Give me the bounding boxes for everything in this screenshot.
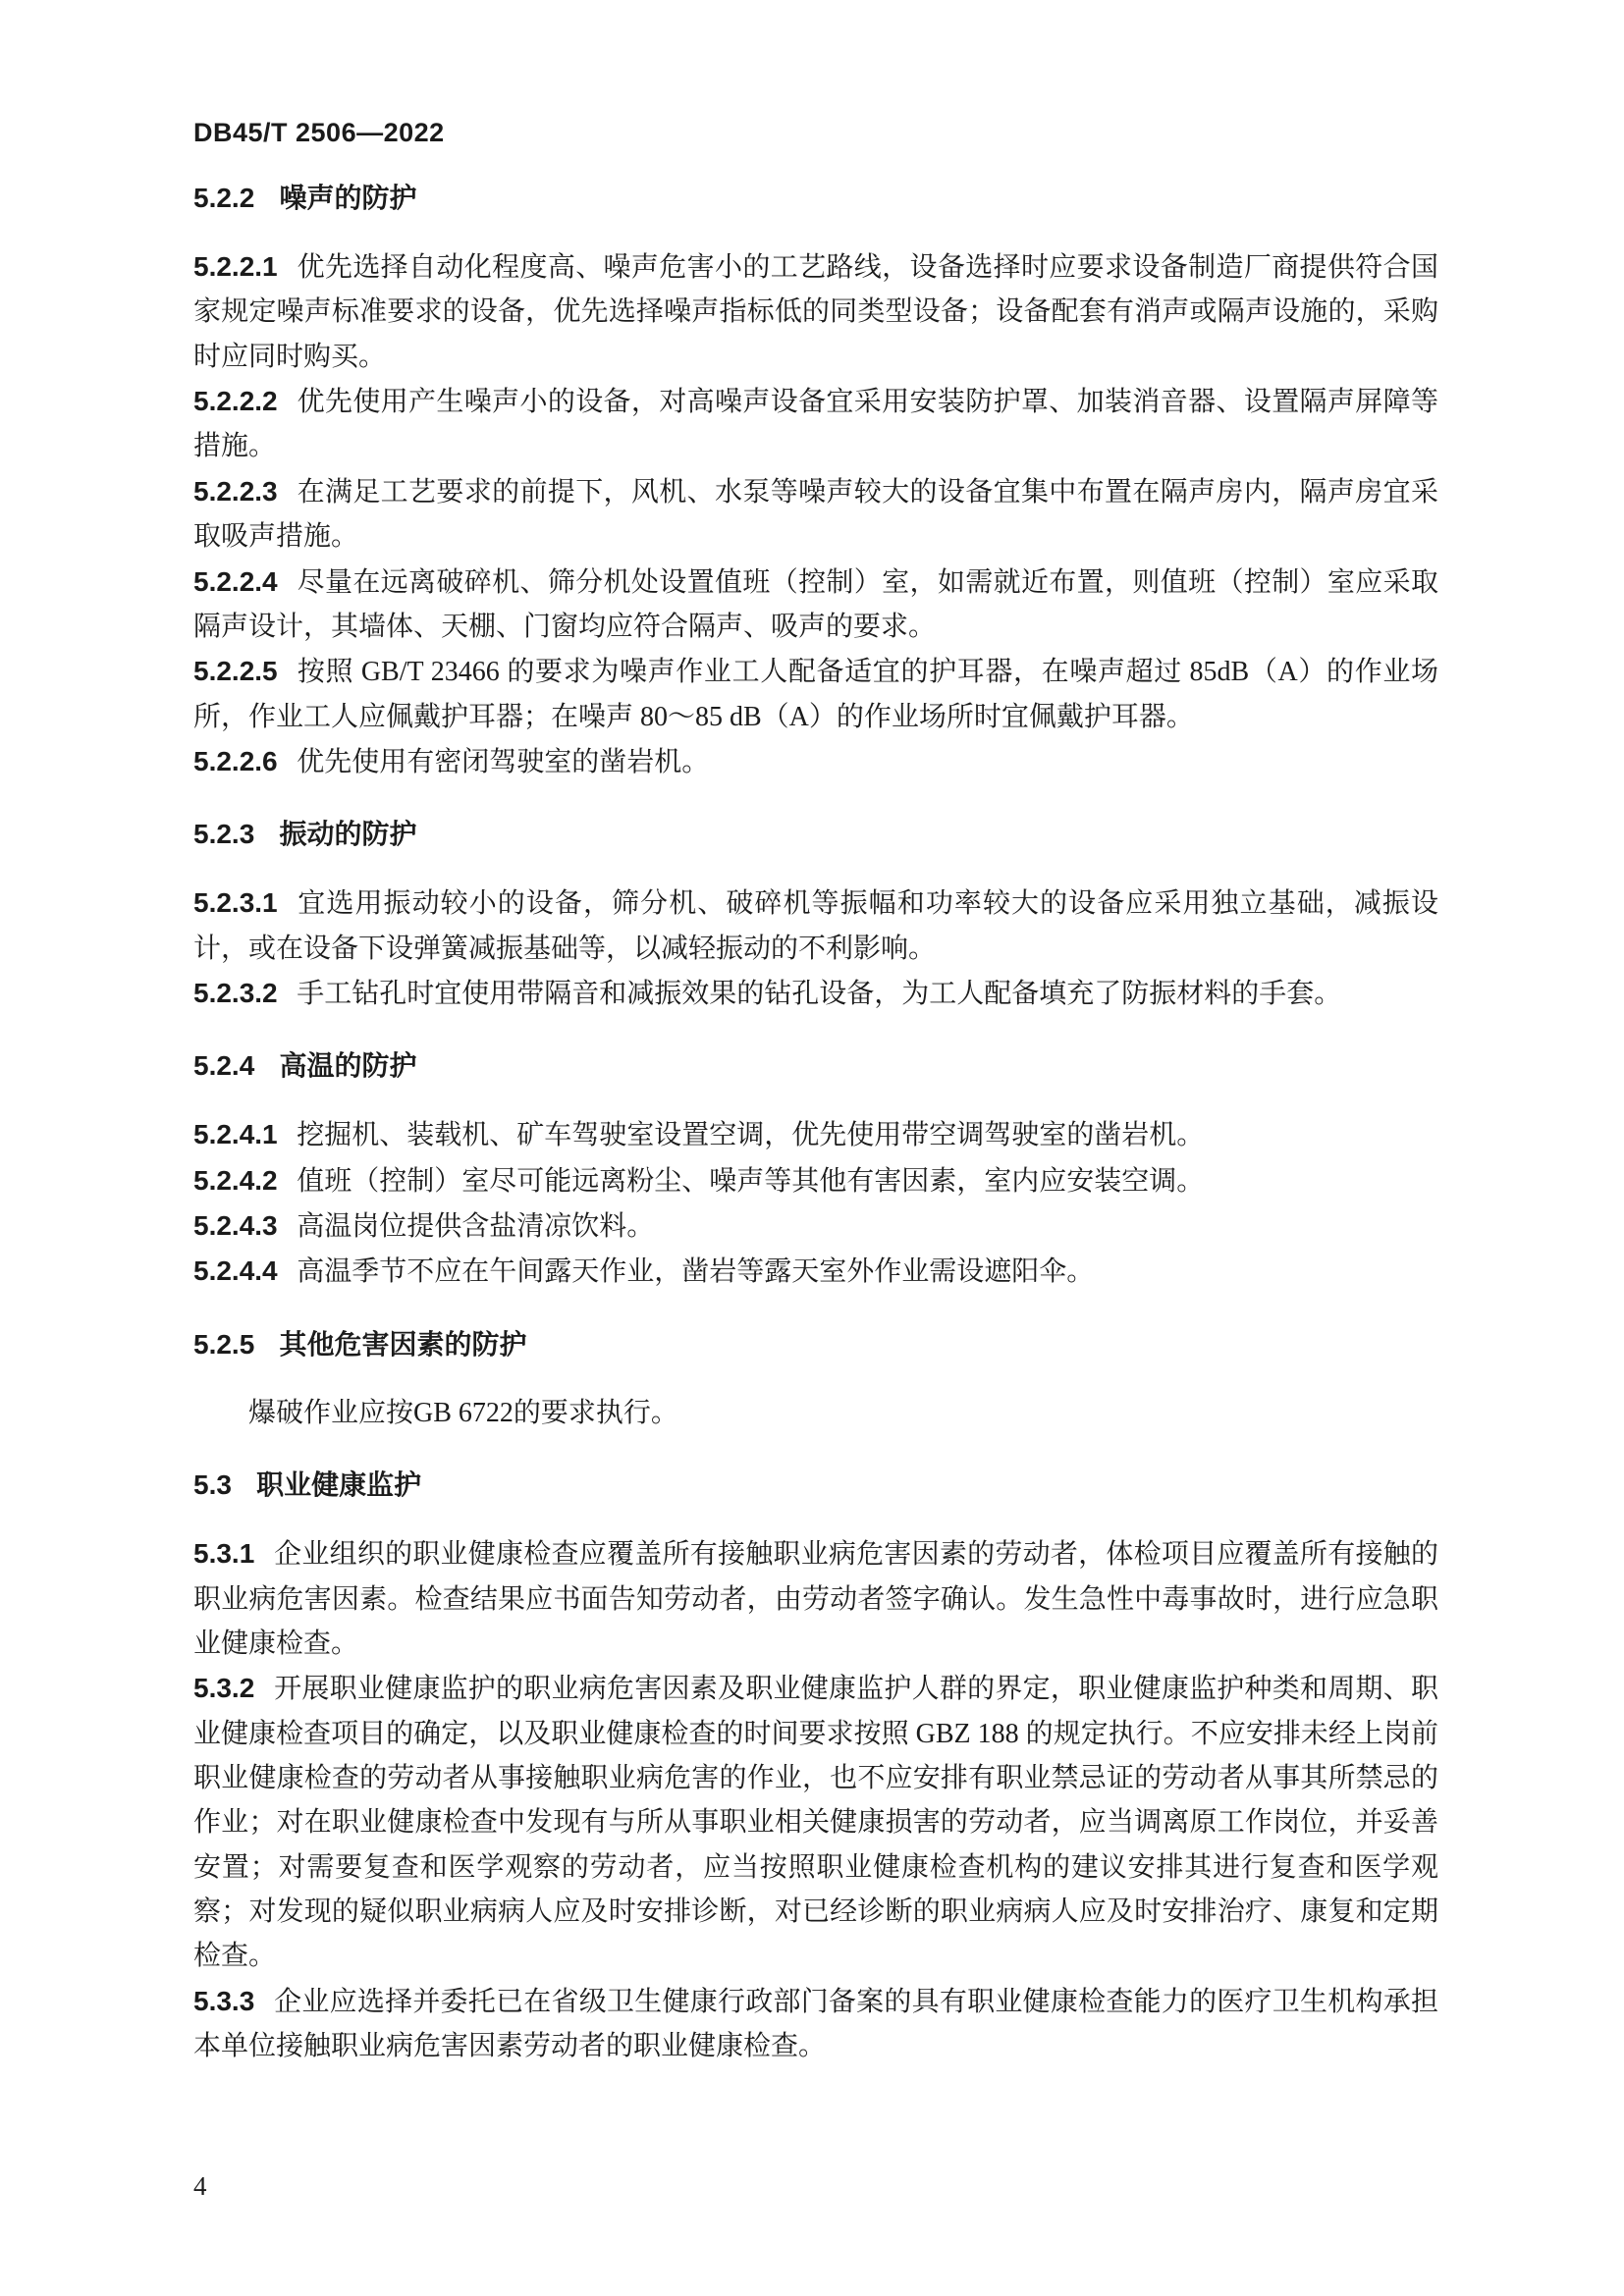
clause-5-2-2-5 [193,649,1438,739]
clause-text: 高温岗位提供含盐清凉饮料。 [297,1211,655,1243]
clause-number: 5.2.2.4 [193,565,278,597]
clause-number: 5.3.1 [193,1538,255,1570]
clause-number: 5.2.2.3 [193,475,278,507]
clause-number: 5.2.3.1 [193,887,278,919]
clause-text: 开展职业健康监护的职业病危害因素及职业健康监护人群的界定，职业健康监护种类和周期、职业健康检查项目的确定，以及职业健康检查的时间要求按照 GBZ 188 的规定执行。不应安排未经上岗前职业健康检查的劳动者从事接触职业病危害的作业，也不应安排有职业禁忌证的劳动者从事其所禁忌的作业；对在职业健康检查中发现有与所从事职业相关健康损害的劳动者，应当调离原工作岗位，并妥善安置；对需要复查和医学观察的劳动者，应当按照职业健康检查机构的建议安排其进行复查和医学观察；对发现的疑似职业病病人应及时安排诊断，对已经诊断的职业病病人应及时安排治疗、康复和定期检查。 [193,1674,1438,1972]
clause-number: 5.2.2.1 [193,251,278,282]
heading-title: 噪声的防护 [279,183,417,213]
clause-5-2-4-3 [193,1203,1438,1249]
clause-number: 5.2.2.6 [193,745,278,776]
clause-text: 按照 GB/T 23466 的要求为噪声作业工人配备适宜的护耳器，在噪声超过 85dB（A）的作业场所，作业工人应佩戴护耳器；在噪声 80～85 dB（A）的作业场所时宜佩戴护耳器。 [193,657,1438,732]
clause-text: 尽量在远离破碎机、筛分机处设置值班（控制）室，如需就近布置，则值班（控制）室应采取隔声设计，其墙体、天棚、门窗均应符合隔声、吸声的要求。 [193,566,1438,642]
clause-text: 企业应选择并委托已在省级卫生健康行政部门备案的具有职业健康检查能力的医疗卫生机构承担本单位接触职业病危害因素劳动者的职业健康检查。 [193,1986,1438,2062]
heading-5-2-2 [193,178,1438,219]
clause-number: 5.2.2.5 [193,656,278,687]
clause-number: 5.3.2 [193,1673,255,1704]
clause-text: 值班（控制）室尽可能远离粉尘、噪声等其他有害因素，室内应安装空调。 [297,1165,1205,1197]
clause-5-2-4-2 [193,1158,1438,1203]
clause-5-2-2-2 [193,379,1438,469]
clause-number: 5.2.4.3 [193,1210,278,1242]
clause-number: 5.2.4.4 [193,1255,278,1287]
clause-text: 在满足工艺要求的前提下，风机、水泵等噪声较大的设备宜集中布置在隔声房内，隔声房宜采取吸声措施。 [193,476,1438,553]
clause-5-2-2-3 [193,469,1438,560]
heading-number: 5.2.2 [193,183,255,213]
clause-text: 挖掘机、装载机、矿车驾驶室设置空调，优先使用带空调驾驶室的凿岩机。 [297,1120,1205,1151]
clause-5-2-2-4 [193,560,1438,650]
clause-text: 优先使用产生噪声小的设备，对高噪声设备宜采用安装防护罩、加装消音器、设置隔声屏障等措施。 [193,387,1438,462]
clause-5-2-4-1 [193,1112,1438,1157]
heading-title: 职业健康监护 [256,1469,422,1501]
clause-text: 爆破作业应按GB 6722的要求执行。 [248,1397,678,1428]
heading-title: 其他危害因素的防护 [279,1328,527,1360]
clause-5-3-1 [193,1531,1438,1666]
page-number: 4 [193,2171,207,2201]
clause-5-2-3-2 [193,971,1438,1016]
clause-number: 5.2.3.2 [193,978,278,1009]
document-page [193,118,1438,2069]
heading-title: 振动的防护 [279,819,417,850]
clause-5-3-2 [193,1666,1438,1979]
clause-5-2-2-6 [193,739,1438,784]
heading-title: 高温的防护 [279,1050,417,1082]
clause-number: 5.2.2.2 [193,386,278,417]
heading-5-2-3 [193,814,1438,855]
clause-number: 5.2.4.1 [193,1119,278,1150]
clause-text: 高温季节不应在午间露天作业，凿岩等露天室外作业需设遮阳伞。 [297,1256,1095,1288]
clause-5-3-3 [193,1979,1438,2069]
clause-blasting [193,1391,1438,1435]
clause-text: 企业组织的职业健康检查应覆盖所有接触职业病危害因素的劳动者，体检项目应覆盖所有接触的职业病危害因素。检查结果应书面告知劳动者，由劳动者签字确认。发生急性中毒事故时，进行应急职业健康检查。 [193,1539,1438,1659]
clause-5-2-2-1 [193,244,1438,379]
heading-5-2-4 [193,1045,1438,1087]
heading-number: 5.3 [193,1469,232,1501]
clause-5-2-3-1 [193,881,1438,971]
heading-number: 5.2.4 [193,1050,255,1082]
heading-number: 5.2.5 [193,1328,255,1360]
clause-number: 5.3.3 [193,1985,255,2016]
heading-5-3 [193,1465,1438,1506]
clause-text: 宜选用振动较小的设备，筛分机、破碎机等振幅和功率较大的设备应采用独立基础，减振设计，或在设备下设弹簧减振基础等，以减轻振动的不利影响。 [193,888,1438,964]
heading-number: 5.2.3 [193,819,255,850]
clause-text: 手工钻孔时宜使用带隔音和减振效果的钻孔设备，为工人配备填充了防振材料的手套。 [297,979,1342,1010]
clause-number: 5.2.4.2 [193,1164,278,1196]
heading-5-2-5 [193,1324,1438,1365]
clause-5-2-4-4 [193,1249,1438,1294]
document-code: DB45/T 2506—2022 [193,118,445,147]
clause-text: 优先选择自动化程度高、噪声危害小的工艺路线，设备选择时应要求设备制造厂商提供符合国家规定噪声标准要求的设备，优先选择噪声指标低的同类型设备；设备配套有消声或隔声设施的，采购时应同时购买。 [193,252,1438,372]
clause-text: 优先使用有密闭驾驶室的凿岩机。 [297,746,710,777]
